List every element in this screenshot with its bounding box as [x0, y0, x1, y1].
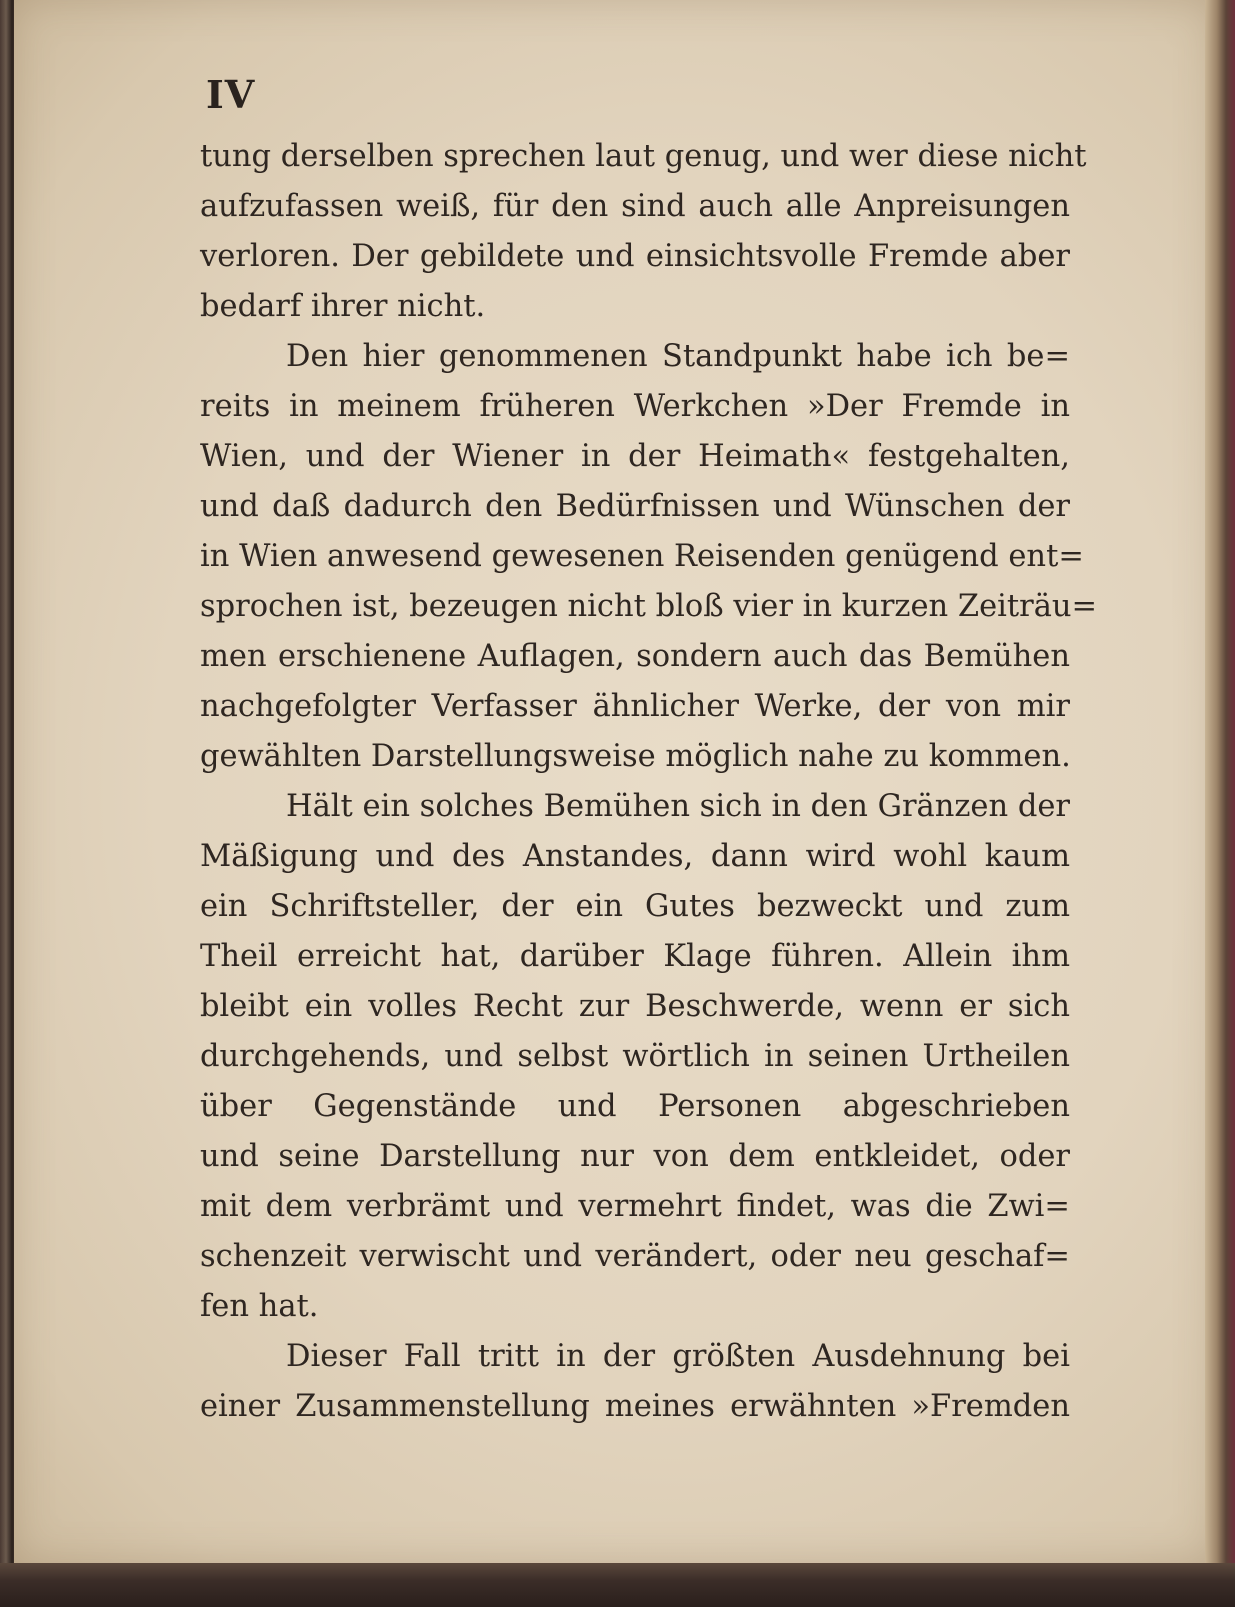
- text-line: tung derselben sprechen laut genug, und wer diese nicht: [200, 139, 1087, 174]
- text-line: Theil erreicht hat, darüber Klage führen. Allein ihm: [200, 939, 1070, 974]
- text-line: aufzufassen weiß, für den sind auch alle Anpreisungen: [200, 189, 1070, 224]
- text-line: in Wien anwesend gewesenen Reisenden genügend ent=: [200, 539, 1084, 574]
- text-line: schenzeit verwischt und verändert, oder neu geschaf=: [200, 1239, 1070, 1274]
- text-line: durchgehends, und selbst wörtlich in seinen Urtheilen: [200, 1039, 1070, 1074]
- text-line: nachgefolgter Verfasser ähnlicher Werke, der von mir: [200, 689, 1070, 724]
- text-line: und daß dadurch den Bedürfnissen und Wünschen der: [200, 489, 1070, 524]
- text-line: mit dem verbrämt und vermehrt findet, was die Zwi=: [200, 1189, 1070, 1224]
- text-line: Dieser Fall tritt in der größten Ausdehnung bei: [286, 1339, 1070, 1374]
- text-line: Den hier genommenen Standpunkt habe ich be=: [286, 339, 1070, 374]
- book-binding-edge: [1205, 0, 1235, 1607]
- text-line: ein Schriftsteller, der ein Gutes bezweckt und zum: [200, 889, 1070, 924]
- text-line: bleibt ein volles Recht zur Beschwerde, wenn er sich: [200, 989, 1070, 1024]
- text-line: Wien, und der Wiener in der Heimath« festgehalten,: [200, 439, 1070, 474]
- book-bottom-edge: [0, 1563, 1235, 1607]
- text-line: fen hat.: [200, 1289, 319, 1324]
- text-line: Hält ein solches Bemühen sich in den Gränzen der: [286, 789, 1070, 824]
- text-line: sprochen ist, bezeugen nicht bloß vier in kurzen Zeiträu=: [200, 589, 1098, 624]
- text-line: über Gegenstände und Personen abgeschrieben: [200, 1089, 1070, 1124]
- text-line: und seine Darstellung nur von dem entkleidet, oder: [200, 1139, 1070, 1174]
- page-body-text: [200, 132, 1098, 1432]
- text-line: reits in meinem früheren Werkchen »Der Fremde in: [200, 389, 1070, 424]
- text-line: bedarf ihrer nicht.: [200, 289, 486, 324]
- text-line: Mäßigung und des Anstandes, dann wird wohl kaum: [200, 839, 1070, 874]
- page-number: IV: [206, 72, 256, 117]
- text-line: gewählten Darstellungsweise möglich nahe zu kommen.: [200, 739, 1071, 774]
- text-line: einer Zusammenstellung meines erwähnten »Fremden: [200, 1389, 1070, 1424]
- text-line: men erschienene Auflagen, sondern auch das Bemühen: [200, 639, 1070, 674]
- text-line: verloren. Der gebildete und einsichtsvolle Fremde aber: [200, 239, 1070, 274]
